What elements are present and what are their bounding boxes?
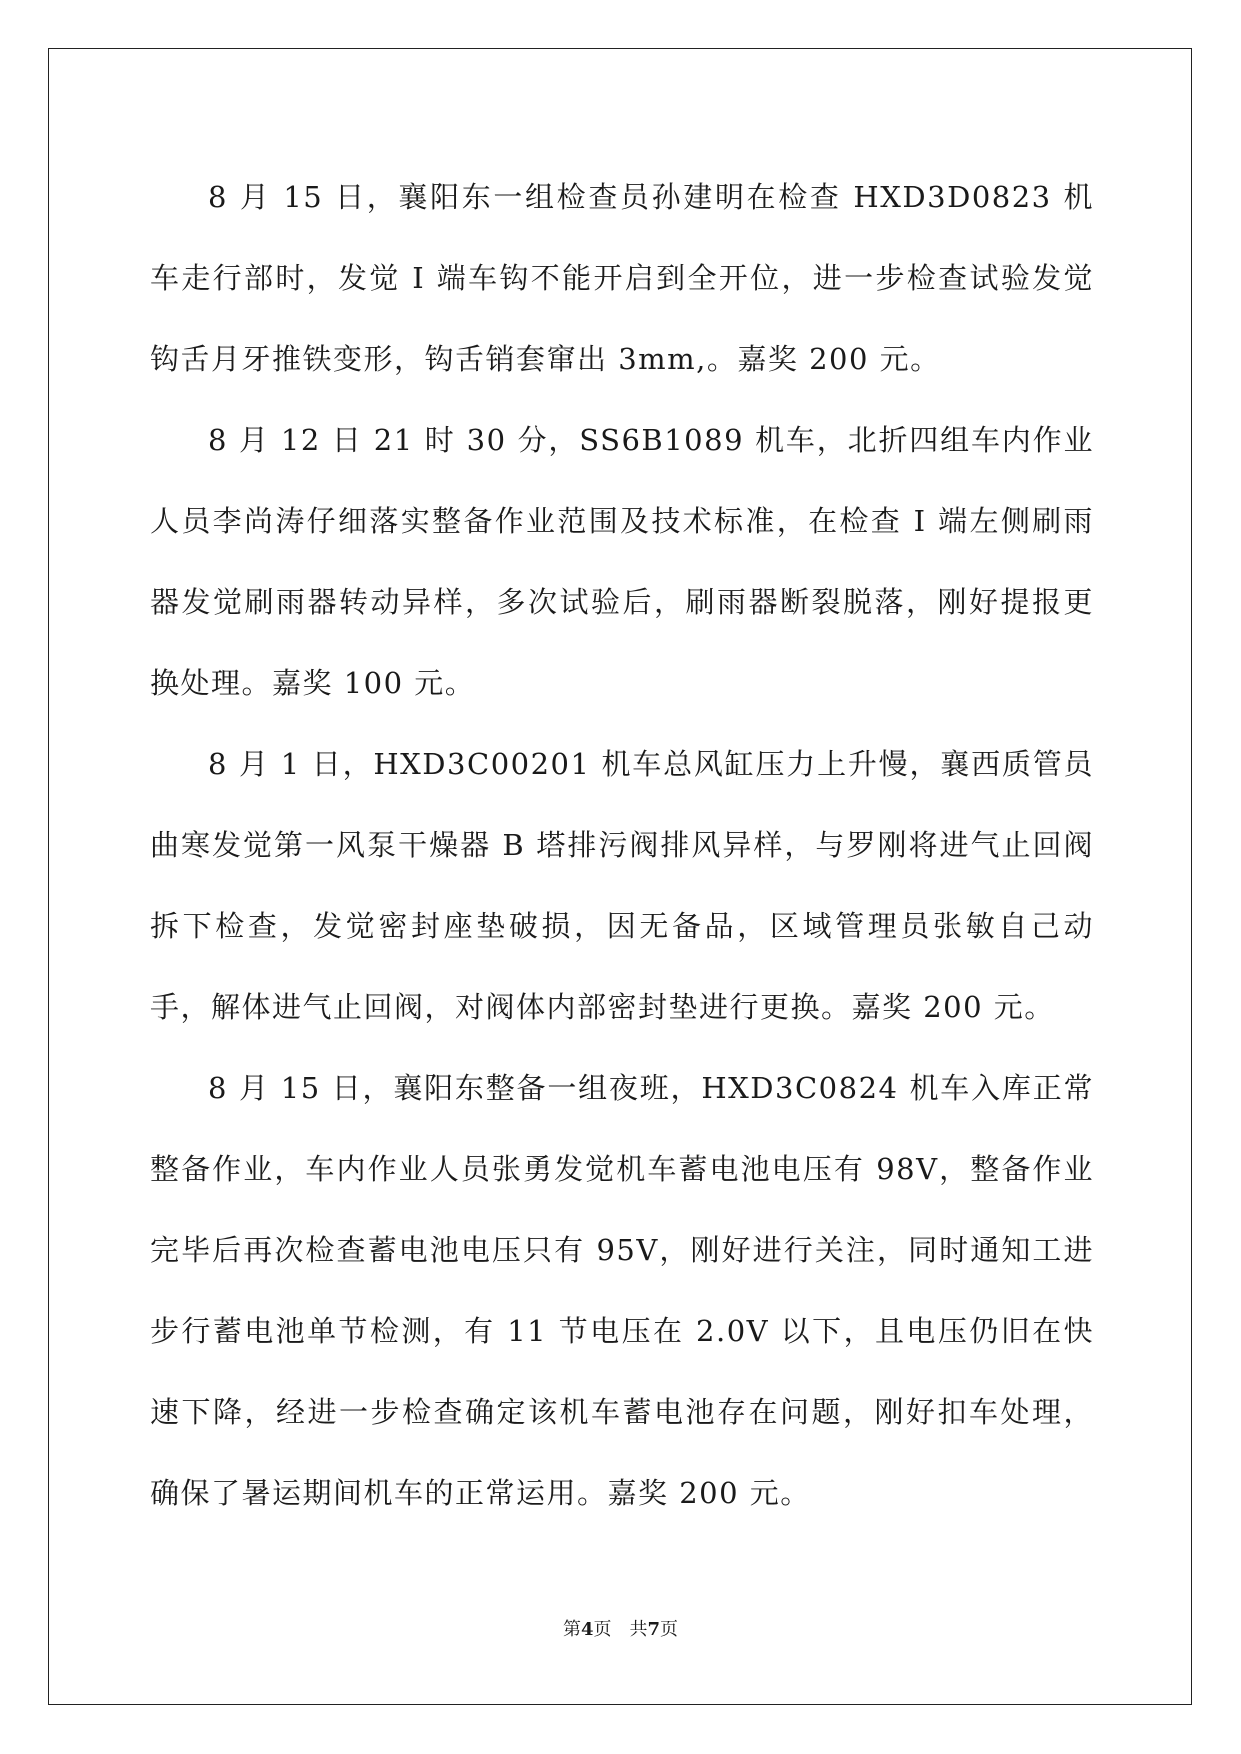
page-current: 4 (580, 1619, 594, 1640)
total-suffix: 页 (660, 1619, 679, 1640)
page-total: 7 (647, 1619, 661, 1640)
page-suffix: 页 (593, 1619, 612, 1640)
document-body (150, 157, 1094, 1534)
paragraph-4: 8 月 15 日，襄阳东整备一组夜班，HXD3C0824 机车入库正常整备作业，车内作业人员张勇发觉机车蓄电池电压有 98V，整备作业完毕后再次检查蓄电池电压只有 95V，刚好进行关注，同时通知工进步行蓄电池单节检测，有 11 节电压在 2.0V 以下，且电压仍旧在快速下降，经进一步检查确定该机车蓄电池存在问题，刚好扣车处理，确保了暑运期间机车的正常运用。嘉奖 200 元。 (150, 1071, 1094, 1510)
page-footer (0, 1618, 1241, 1642)
page-prefix: 第 (562, 1619, 581, 1640)
paragraph-2: 8 月 12 日 21 时 30 分，SS6B1089 机车，北折四组车内作业人员李尚涛仔细落实整备作业范围及技术标准，在检查 I 端左侧刷雨器发觉刷雨器转动异样，多次试验后，刷雨器断裂脱落，刚好提报更换处理。嘉奖 100 元。 (150, 423, 1094, 700)
total-prefix: 共 (629, 1619, 648, 1640)
paragraph-1: 8 月 15 日，襄阳东一组检查员孙建明在检查 HXD3D0823 机车走行部时，发觉 I 端车钩不能开启到全开位，进一步检查试验发觉钩舌月牙推铁变形，钩舌销套窜出 3mm,。嘉奖 200 元。 (150, 180, 1094, 376)
paragraph-3: 8 月 1 日，HXD3C00201 机车总风缸压力上升慢，襄西质管员曲寒发觉第一风泵干燥器 B 塔排污阀排风异样，与罗刚将进气止回阀拆下检查，发觉密封座垫破损，因无备品，区域管理员张敏自己动手，解体进气止回阀，对阀体内部密封垫进行更换。嘉奖 200 元。 (150, 747, 1094, 1024)
